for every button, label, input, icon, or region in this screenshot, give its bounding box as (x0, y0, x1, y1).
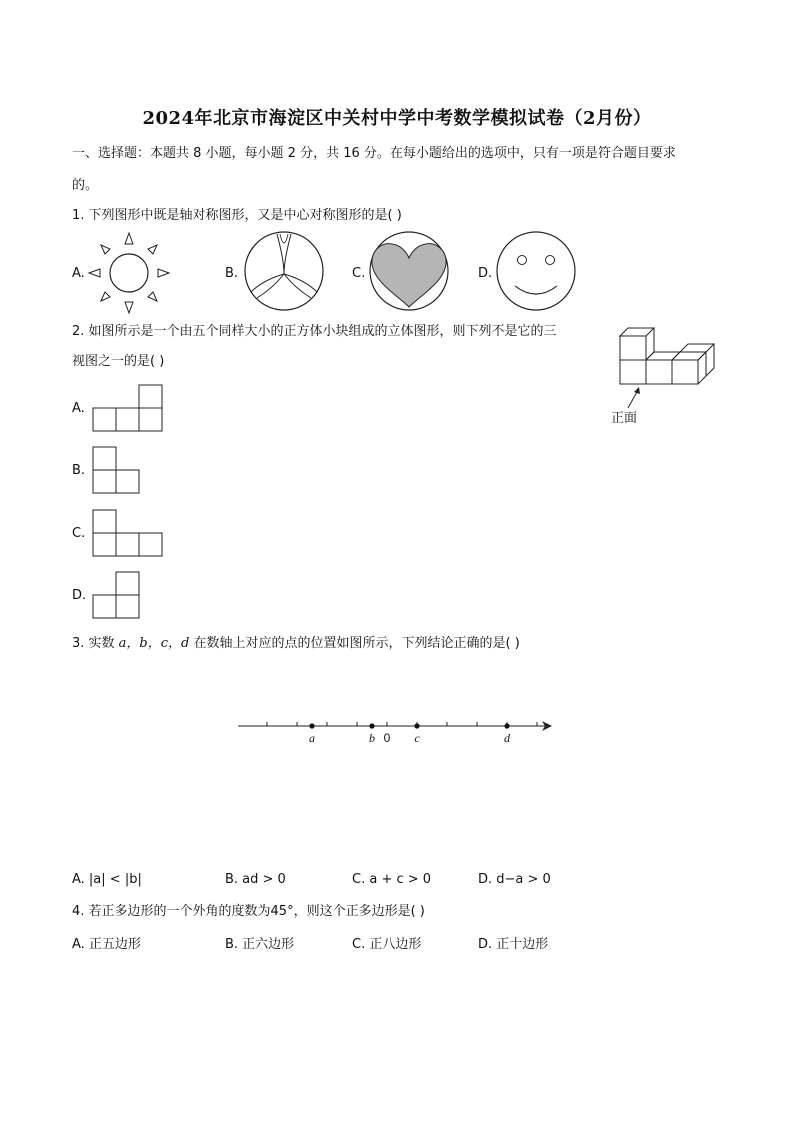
q4-option-d: D. 正十边形 (478, 937, 549, 952)
q2-option-d-label: D. (72, 588, 87, 603)
q4-option-b: B. 正六边形 (225, 937, 295, 952)
q3-stem-suffix: 在数轴上对应的点的位置如图所示，下列结论正确的是( ) (189, 636, 520, 651)
q1-option-b-label: B. (225, 266, 239, 281)
number-line-label-c: c (414, 731, 420, 745)
q3-option-a: A. |a| < |b| (72, 872, 142, 887)
number-line-point-a (309, 723, 314, 728)
q2-option-b-grid (92, 446, 142, 494)
q1-option-a-label: A. (72, 266, 85, 281)
q3-option-b: B. ad > 0 (225, 872, 286, 887)
q2-option-a-grid (92, 384, 164, 432)
question-2-stem-line2: 视图之一的是( ) (72, 354, 165, 369)
curved-triangle-icon (243, 230, 325, 312)
q4-option-a: A. 正五边形 (72, 937, 141, 952)
front-arrow-icon (624, 386, 644, 410)
number-line-point-c (414, 723, 419, 728)
q2-option-c-grid (92, 509, 164, 557)
q3-option-c: C. a + c > 0 (352, 872, 432, 887)
sun-icon (86, 230, 172, 316)
number-line-label-zero: 0 (383, 731, 391, 745)
heart-in-circle-icon (368, 230, 450, 312)
q2-option-a-label: A. (72, 401, 85, 416)
q3-stem-vars: a，b，c，d (118, 636, 190, 651)
q2-option-b-label: B. (72, 463, 86, 478)
q2-option-d-grid (92, 571, 142, 619)
q1-option-d-label: D. (478, 266, 493, 281)
q3-stem-prefix: 3. 实数 (72, 636, 119, 651)
q1-option-c-label: C. (352, 266, 366, 281)
question-1-stem: 1. 下列图形中既是轴对称图形，又是中心对称图形的是( ) (72, 208, 402, 223)
number-line-label-a: a (309, 731, 315, 745)
front-view-label: 正面 (611, 411, 638, 426)
section-instructions-line1: 一、选择题：本题共 8 小题，每小题 2 分，共 16 分。在每小题给出的选项中，只有一项是符合题目要求 (72, 146, 676, 161)
number-line-point-d (504, 723, 509, 728)
question-3-stem (72, 635, 520, 653)
cube-stack-figure (612, 320, 722, 390)
number-line-point-b (369, 723, 374, 728)
section-instructions-line2: 的。 (72, 178, 99, 193)
question-4-stem: 4. 若正多边形的一个外角的度数为45°，则这个正多边形是( ) (72, 904, 425, 919)
q4-option-c: C. 正八边形 (352, 937, 422, 952)
number-line (230, 710, 560, 750)
number-line-label-d: d (504, 731, 510, 745)
number-line-label-b: b (369, 731, 375, 745)
smiley-face-icon (495, 230, 577, 312)
page-title: 2024年北京市海淀区中关村中学中考数学模拟试卷（2月份） (142, 108, 652, 129)
question-2-stem-line1: 2. 如图所示是一个由五个同样大小的正方体小块组成的立体图形，则下列不是它的三 (72, 324, 557, 339)
q2-option-c-label: C. (72, 526, 86, 541)
q3-option-d: D. d−a > 0 (478, 872, 551, 887)
